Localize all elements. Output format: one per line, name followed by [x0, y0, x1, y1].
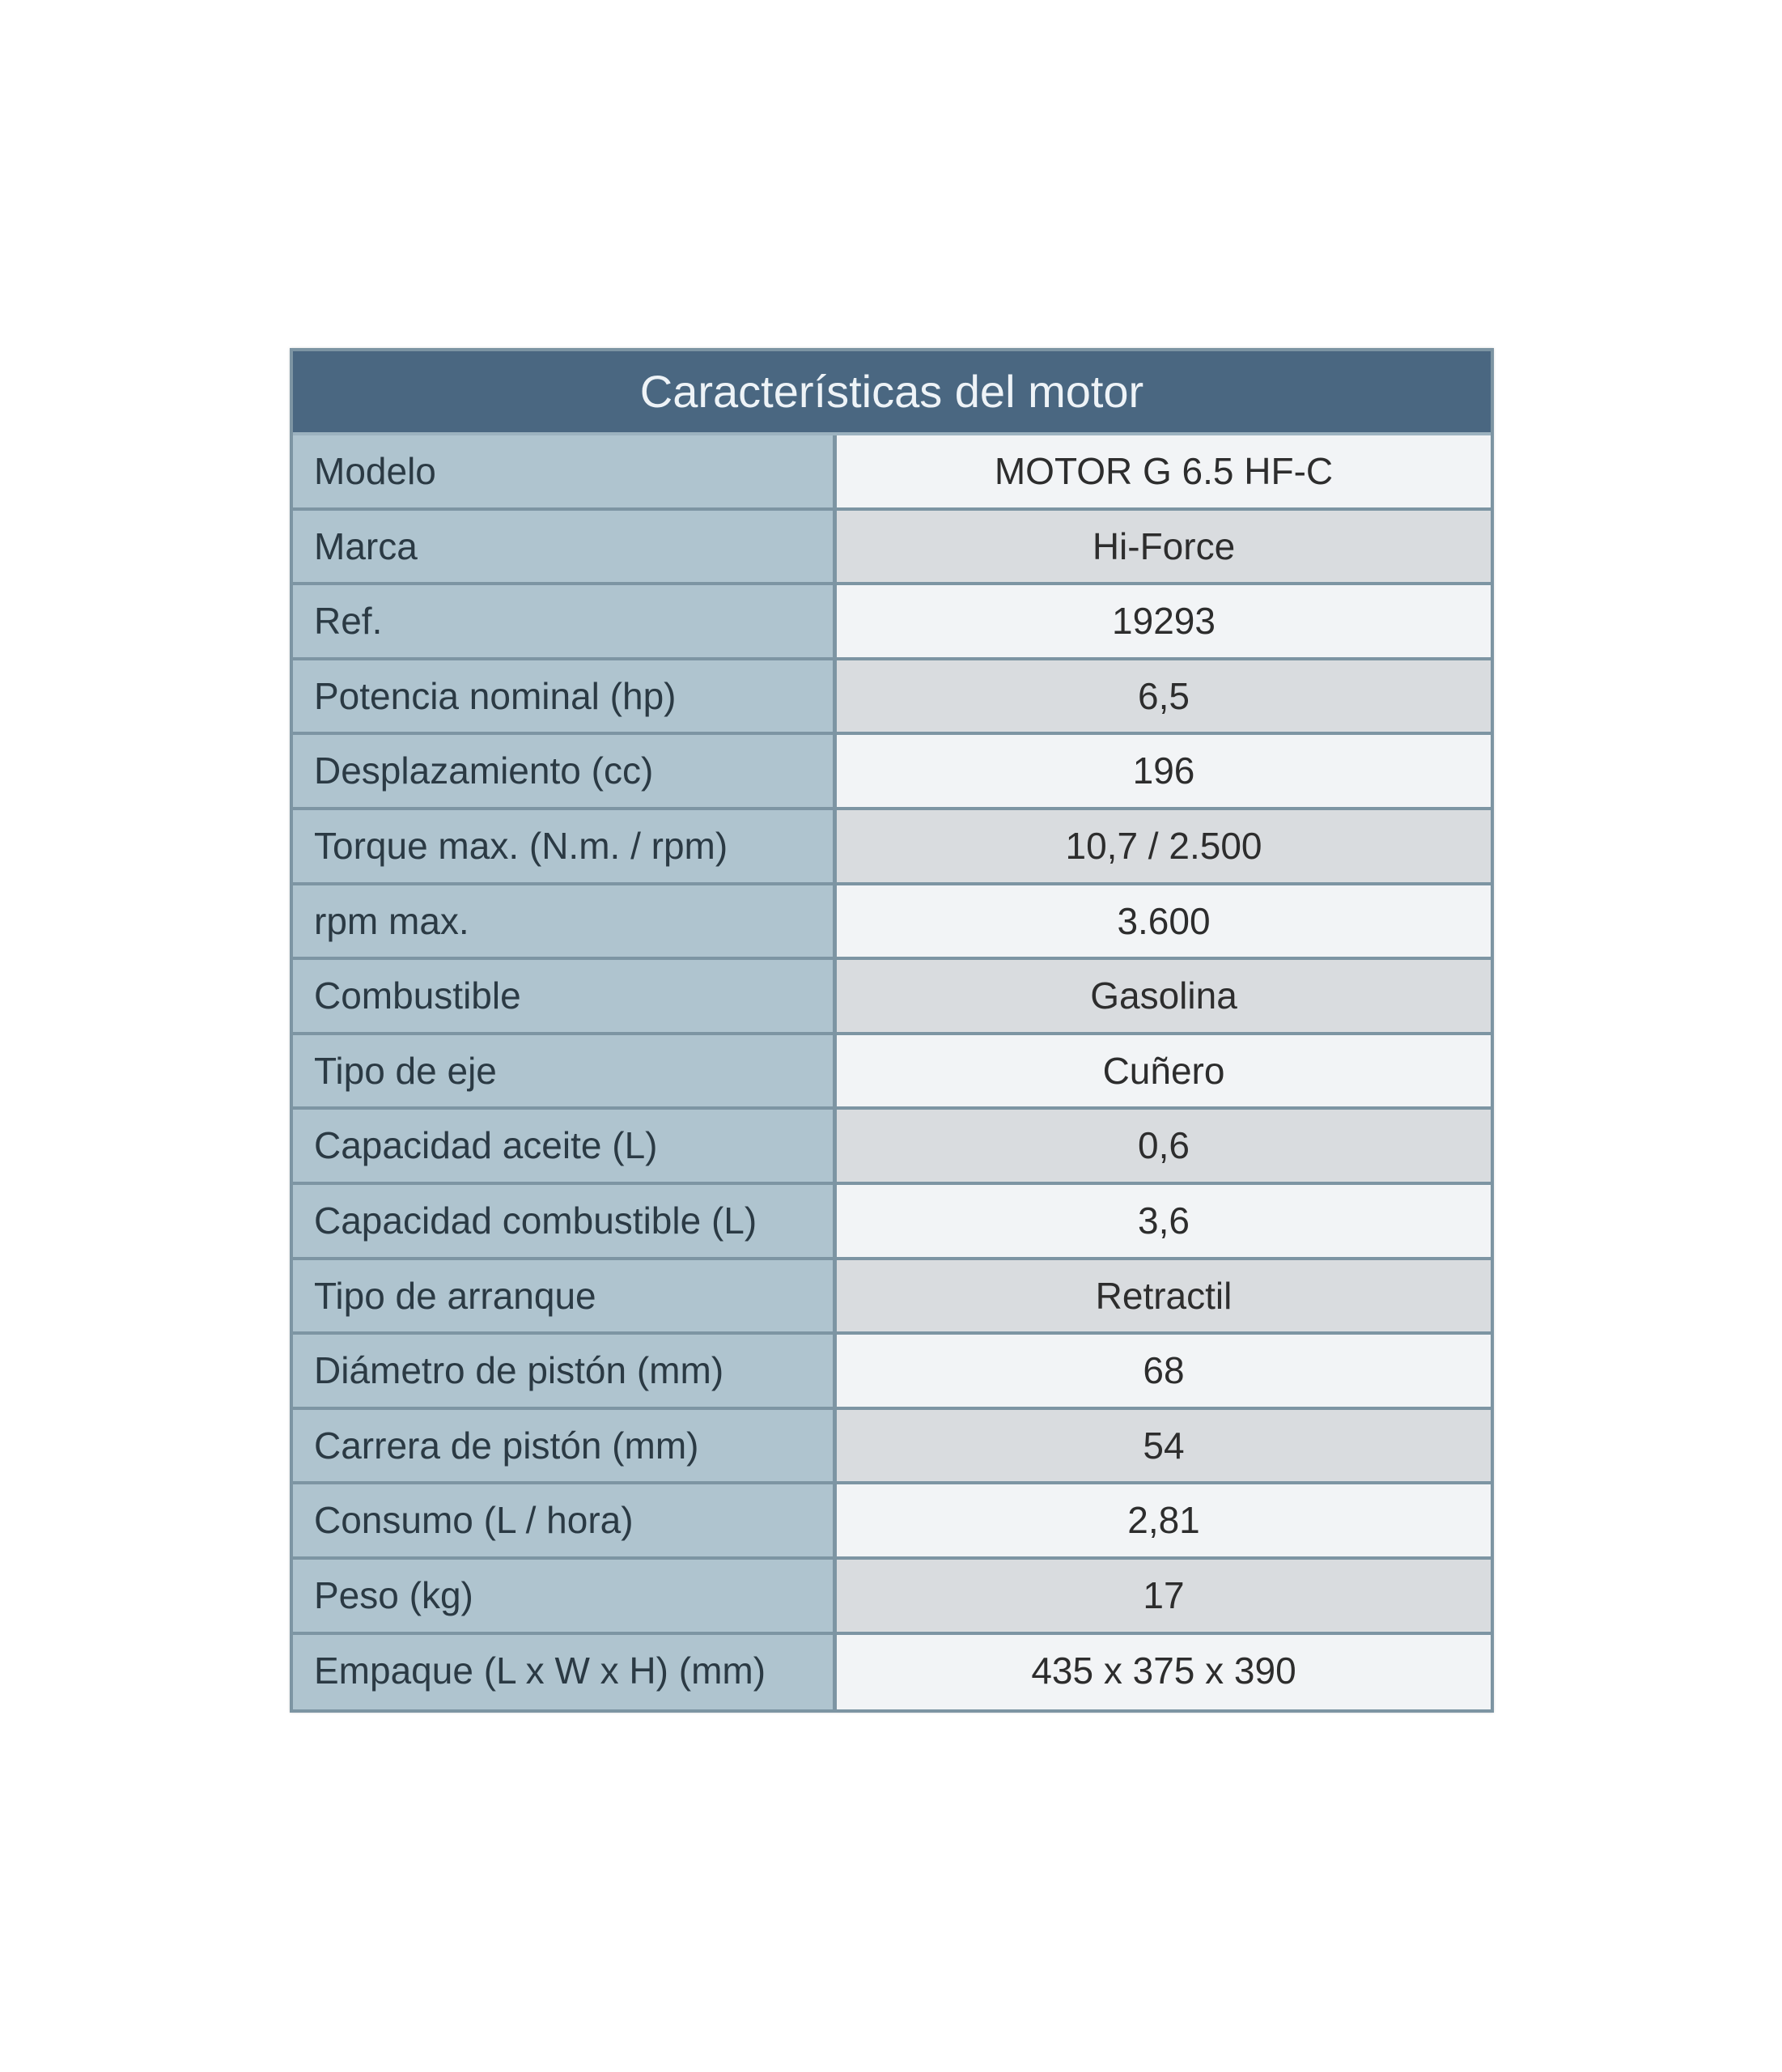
table-row [293, 585, 1491, 660]
row-label: rpm max. [293, 885, 837, 957]
row-value: 68 [837, 1335, 1491, 1407]
row-label: Peso (kg) [293, 1560, 837, 1632]
row-value: Gasolina [837, 960, 1491, 1032]
table-row [293, 735, 1491, 810]
row-value: Retractil [837, 1260, 1491, 1332]
table-row [293, 435, 1491, 511]
row-label: Tipo de arranque [293, 1260, 837, 1332]
table-row [293, 1335, 1491, 1410]
table-row [293, 960, 1491, 1035]
row-label: Marca [293, 511, 837, 583]
row-value: 3,6 [837, 1185, 1491, 1257]
table-row [293, 1635, 1491, 1710]
row-value: 3.600 [837, 885, 1491, 957]
row-value: 435 x 375 x 390 [837, 1635, 1491, 1710]
table-row [293, 660, 1491, 736]
row-label: Potencia nominal (hp) [293, 660, 837, 732]
row-label: Capacidad aceite (L) [293, 1110, 837, 1182]
table-row [293, 511, 1491, 586]
row-value: Hi-Force [837, 511, 1491, 583]
row-value: 196 [837, 735, 1491, 807]
table-title: Características del motor [293, 351, 1491, 435]
row-value: 10,7 / 2.500 [837, 810, 1491, 882]
table-row [293, 1035, 1491, 1110]
row-value: 19293 [837, 585, 1491, 657]
row-label: Capacidad combustible (L) [293, 1185, 837, 1257]
row-label: Carrera de pistón (mm) [293, 1410, 837, 1482]
row-label: Tipo de eje [293, 1035, 837, 1107]
row-value: 0,6 [837, 1110, 1491, 1182]
table-row [293, 1410, 1491, 1485]
table-row [293, 1484, 1491, 1560]
row-label: Combustible [293, 960, 837, 1032]
row-value: 17 [837, 1560, 1491, 1632]
row-label: Torque max. (N.m. / rpm) [293, 810, 837, 882]
row-label: Diámetro de pistón (mm) [293, 1335, 837, 1407]
row-label: Modelo [293, 435, 837, 507]
table-row [293, 1260, 1491, 1335]
row-label: Ref. [293, 585, 837, 657]
row-label: Desplazamiento (cc) [293, 735, 837, 807]
row-value: 54 [837, 1410, 1491, 1482]
row-label: Consumo (L / hora) [293, 1484, 837, 1556]
table-row [293, 1560, 1491, 1635]
row-value: 6,5 [837, 660, 1491, 732]
row-value: 2,81 [837, 1484, 1491, 1556]
table-row [293, 810, 1491, 885]
table-row [293, 885, 1491, 961]
table-row [293, 1185, 1491, 1260]
row-value: MOTOR G 6.5 HF-C [837, 435, 1491, 507]
specifications-table [290, 348, 1494, 1713]
row-label: Empaque (L x W x H) (mm) [293, 1635, 837, 1710]
row-value: Cuñero [837, 1035, 1491, 1107]
table-row [293, 1110, 1491, 1185]
